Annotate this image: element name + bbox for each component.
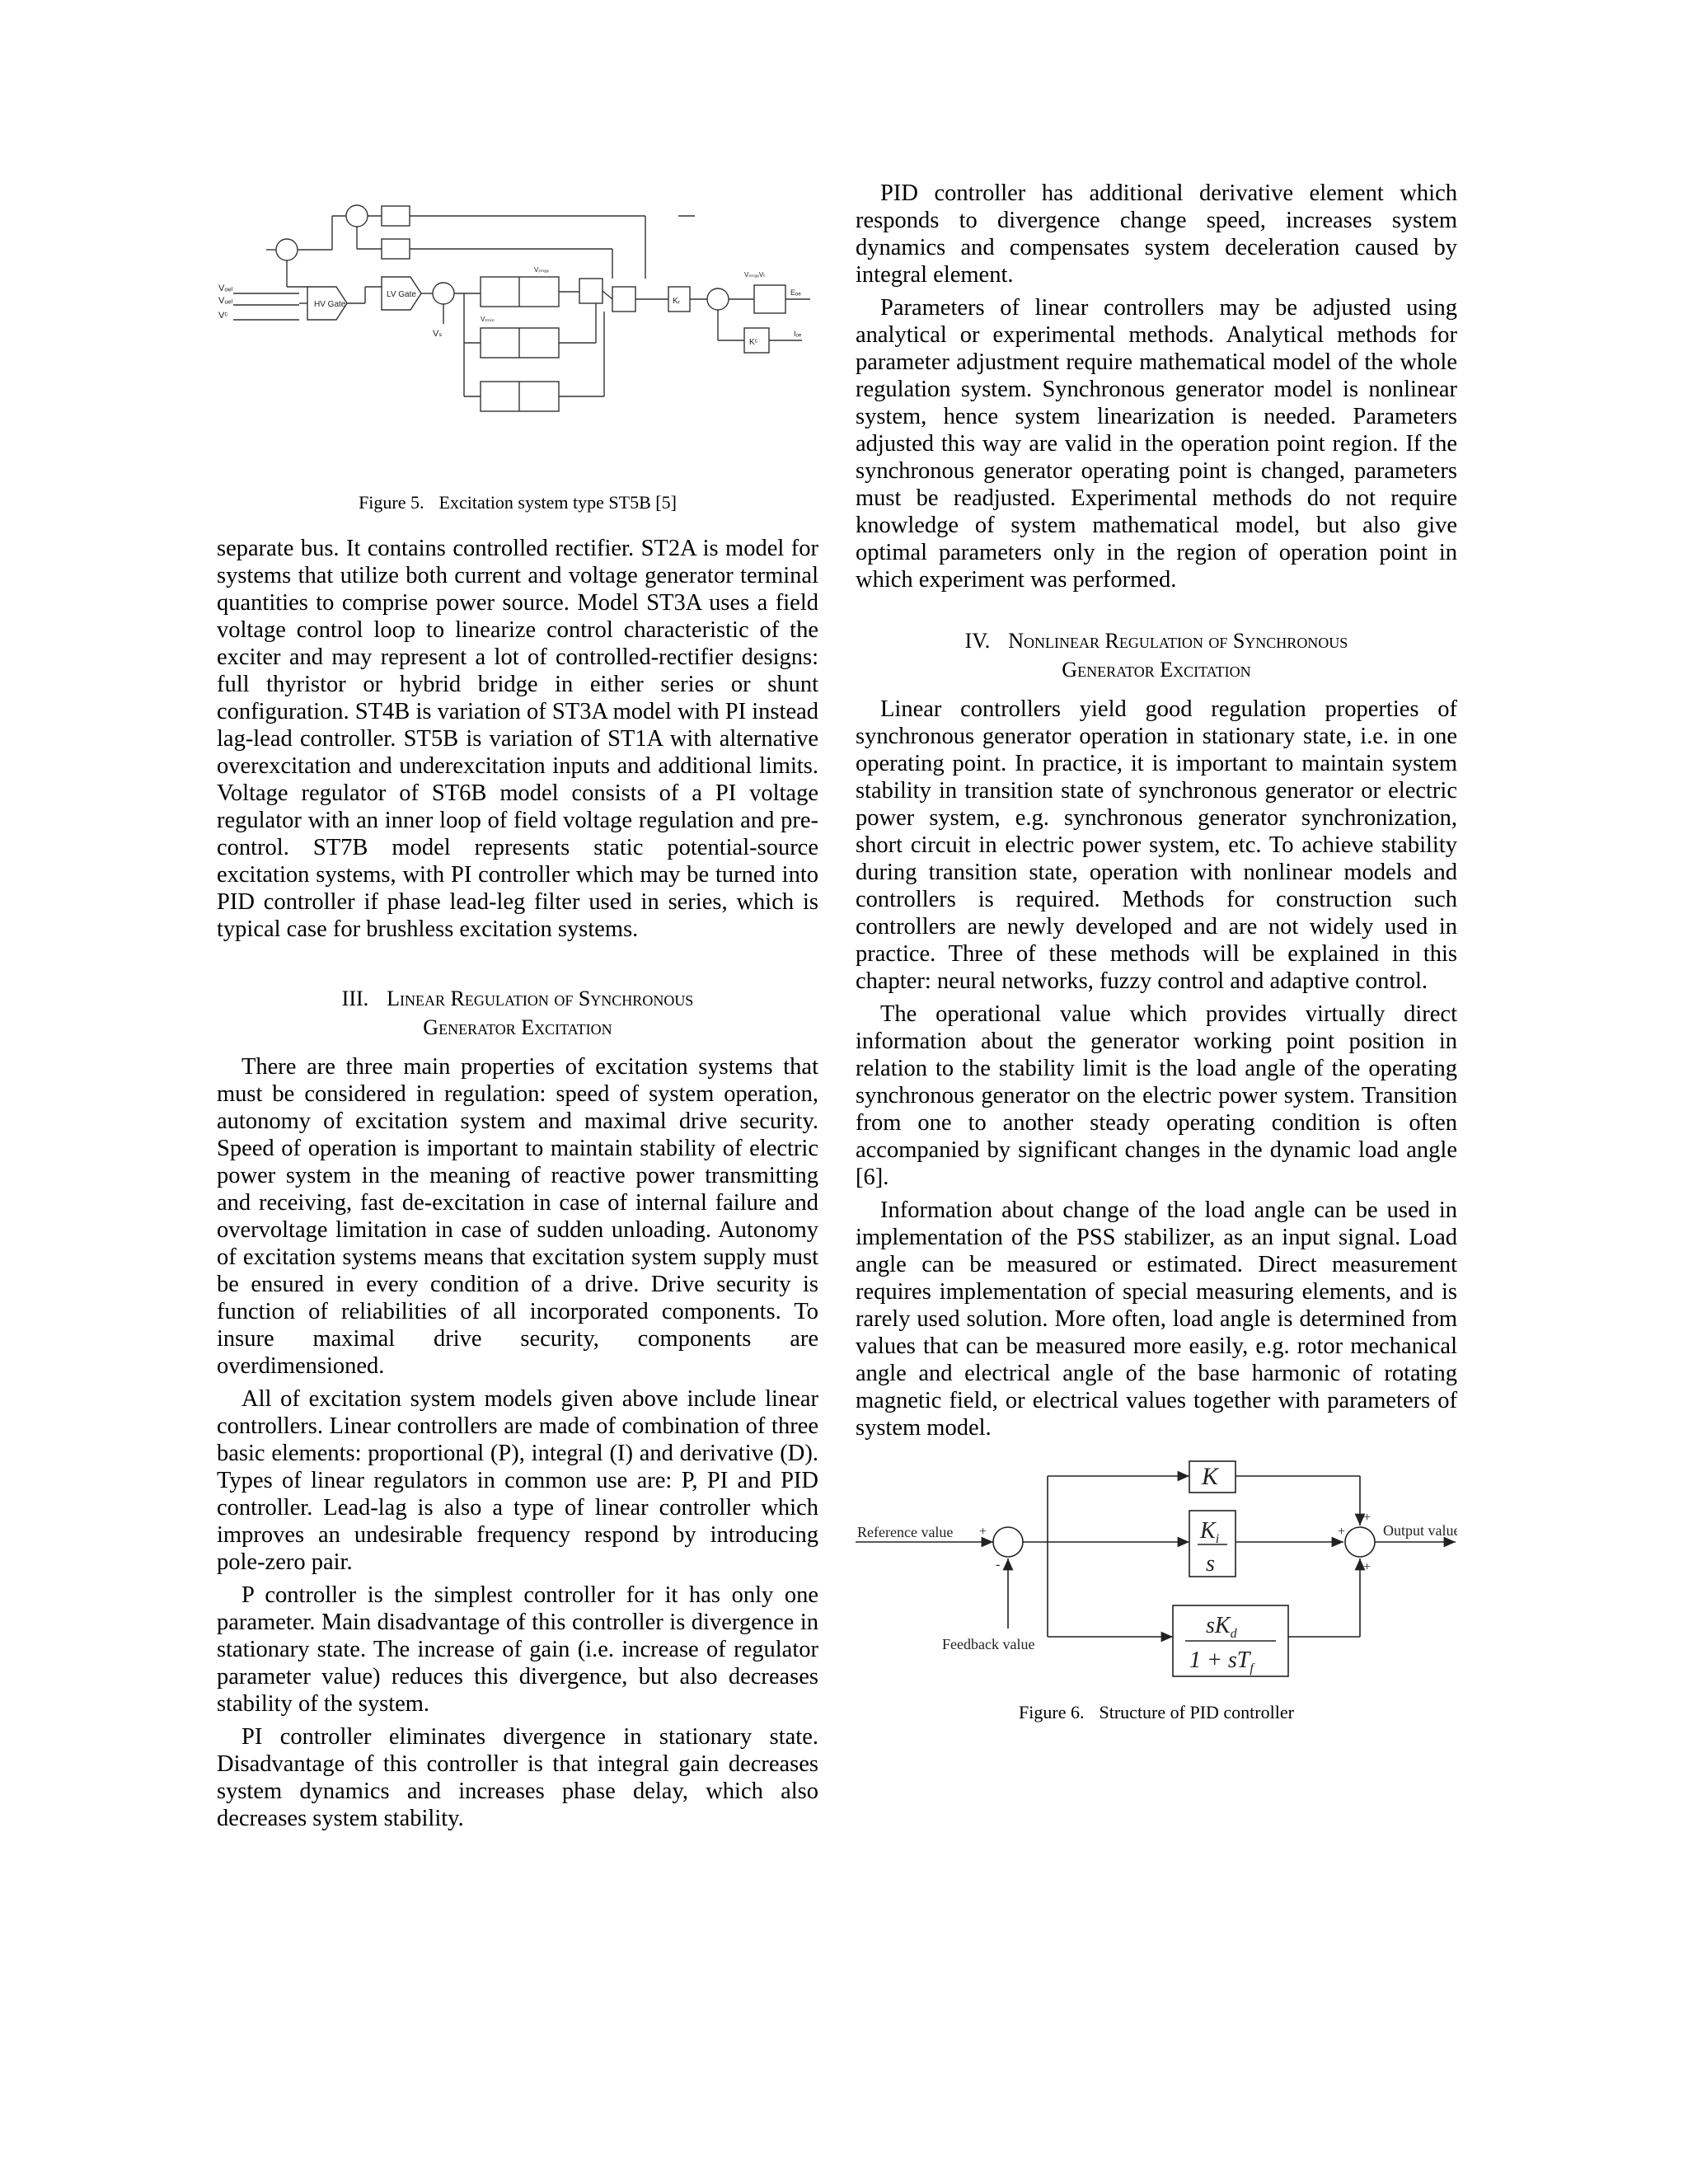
- section-3-title-line2: Generator Excitation: [423, 1015, 612, 1039]
- figure-6-diagram: [856, 1451, 1457, 1686]
- figure-6-caption-text: Structure of PID controller: [1099, 1702, 1294, 1722]
- label-vc: Vᶜ: [218, 311, 228, 321]
- section-3-title-line1: Linear Regulation of Synchronous: [387, 987, 694, 1010]
- output-plus-sign-bottom: +: [1363, 1560, 1372, 1574]
- left-paragraph-1: separate bus. It contains controlled rectifier. ST2A is model for systems that utilize both current and voltage generator terminal quantities to comprise power source. Model ST3A uses a field voltage control loop to linearize control characteristic of the exciter and may represent a lot of controlled-rectifier designs: full thyristor or hybrid bridge in either series or shunt configuration. ST4B is variation of ST3A model with PI instead lag-lead controller. ST5B is variation of ST1A with alternative overexcitation and underexcitation inputs and additional limits. Voltage regulator of ST6B model consists of a PI voltage regulator with an inner loop of field voltage regulation and pre-control. ST7B model represents static potential-source excitation systems, with PI controller which may be turned into PID controller if phase lead-leg filter used in series, which is typical case for brushless excitation systems.: [217, 536, 818, 942]
- right-paragraph-4: The operational value which provides virtually direct information about the generator working point position in relation to the stability limit is the load angle of the operating synchronous generator on the electric power system. Transition from one to another steady operating condition is often accompanied by significant changes in the dynamic load angle [6].: [856, 1001, 1457, 1190]
- output-plus-sign-top: +: [1363, 1511, 1372, 1525]
- label-vs: Vₛ: [433, 329, 443, 339]
- left-paragraph-3: All of excitation system models given above include linear controllers. Linear controllers are made of combination of three basic elements: proportional (P), integral (I) and derivative (D). Types of linear regulators in common use are: P, PI and PID controller. Lead-lag is also a type of linear controller which improves an undesirable frequency respond by introducing pole-zero pair.: [217, 1386, 818, 1575]
- figure-6: [856, 1451, 1457, 1690]
- reference-plus-sign: +: [979, 1525, 987, 1539]
- ki-numerator: $K_i$: [1200, 1518, 1220, 1546]
- left-paragraph-2: There are three main properties of excitation systems that must be considered in regulation: speed of system operation, autonomy of excitation system and maximal drive security. Speed of operation is important to maintain stability of electric power system in the meaning of reactive power transmitting and receiving, fast de-excitation in case of internal failure and overvoltage limitation in case of sudden unloading. Autonomy of excitation systems means that excitation system supply must be ensured in every condition of a drive. Drive security is function of reliabilities of all incorporated components. To insure maximal drive security, components are overdimensioned.: [217, 1054, 818, 1379]
- label-hv-gate: HV Gate: [314, 300, 346, 309]
- section-4-title-line1: Nonlinear Regulation of Synchronous: [1008, 629, 1348, 653]
- reference-value-label: Reference value: [857, 1524, 954, 1540]
- kd-numerator: $sK_d$: [1206, 1613, 1237, 1641]
- label-vrmin: Vᵣₘᵢₙ: [481, 316, 495, 323]
- k-block-label: K: [1202, 1463, 1219, 1490]
- right-paragraph-1: PID controller has additional derivative element which responds to divergence change speed, increases system dynamics and compensates system deceleration caused by integral element.: [856, 180, 1457, 288]
- section-3-heading: [217, 984, 818, 1042]
- figure-6-caption: [856, 1702, 1457, 1723]
- label-vrmax: Vᵣₘₐₓ: [534, 266, 549, 274]
- figure-6-caption-label: Figure 6.: [1019, 1702, 1085, 1722]
- left-paragraph-5: PI controller eliminates divergence in stationary state. Disadvantage of this controller is that integral gain decreases system dynamics and increases phase delay, which also decreases system stability.: [217, 1724, 818, 1831]
- label-efd: Eₒₑ: [790, 288, 801, 297]
- label-vuel: Vᵤₑₗ: [218, 296, 233, 306]
- left-paragraph-4: P controller is the simplest controller for it has only one parameter. Main disadvantage of this controller is divergence in stationary state. The increase of gain (i.e. increase of regulator parameter value) reduces this divergence, but also decreases stability of the system.: [217, 1582, 818, 1717]
- label-kc: Kᶜ: [749, 338, 758, 347]
- section-4-title-line2: Generator Excitation: [1062, 658, 1251, 682]
- figure-5-caption-text: Excitation system type ST5B [5]: [438, 492, 677, 513]
- left-column: [217, 180, 818, 1838]
- right-paragraph-3: Linear controllers yield good regulation properties of synchronous generator operation in stationary state, i.e. in one operating point. In practice, it is important to maintain system stability in transition state of synchronous generator or electric power system, e.g. synchronous generator synchronization, short circuit in electric power system, etc. To achieve stability during transition state, operation with nonlinear models and controllers is required. Methods for construction such controllers are newly developed and are not widely used in practice. Three of these methods will be explained in this chapter: neural networks, fuzzy control and adaptive control.: [856, 696, 1457, 994]
- section-4-number: IV.: [964, 629, 991, 653]
- right-paragraph-5: Information about change of the load angle can be used in implementation of the PSS stabilizer, as an input signal. Load angle can be measured or estimated. Direct measurement requires implementation of special measuring elements, and is rarely used solution. More often, load angle is determined from values that can be measured more easily, e.g. rotor mechanical angle and electrical angle of the base harmonic of rotating magnetic field, or electrical values together with parameters of system model.: [856, 1197, 1457, 1441]
- label-voel: Vₒₑₗ: [218, 284, 233, 293]
- kd-denominator: $1 + sT_f$: [1189, 1647, 1254, 1675]
- right-column: [856, 180, 1457, 1745]
- section-3-number: III.: [341, 987, 369, 1010]
- label-lv-gate: LV Gate: [387, 290, 416, 299]
- label-kr: Kᵣ: [673, 297, 681, 306]
- right-paragraph-2: Parameters of linear controllers may be adjusted using analytical or experimental methods. Analytical methods for parameter adjustment require mathematical model of the whole regulation system. Synchronous generator model is nonlinear system, hence system linearization is needed. Parameters adjusted this way are valid in the operation point region. If the synchronous generator operating point is changed, parameters must be readjusted. Experimental methods do not require knowledge of system mathematical model, but also give optimal parameters only in the region of operation point in which experiment was performed.: [856, 295, 1457, 593]
- ki-denominator: s: [1206, 1551, 1215, 1577]
- figure-5: [217, 180, 818, 480]
- label-ifd: Iₒₑ: [794, 330, 802, 338]
- feedback-minus-sign: -: [996, 1558, 1001, 1572]
- section-4-heading: [856, 626, 1457, 684]
- figure-5-caption-label: Figure 5.: [359, 492, 424, 513]
- output-value-label: Output value: [1383, 1522, 1457, 1539]
- figure-5-caption: [217, 492, 818, 513]
- label-vt-times: VᵣₘₐₓVₜ: [744, 271, 766, 279]
- feedback-value-label: Feedback value: [942, 1636, 1035, 1652]
- figure-5-diagram: [217, 180, 818, 476]
- output-plus-sign-left: +: [1338, 1525, 1346, 1539]
